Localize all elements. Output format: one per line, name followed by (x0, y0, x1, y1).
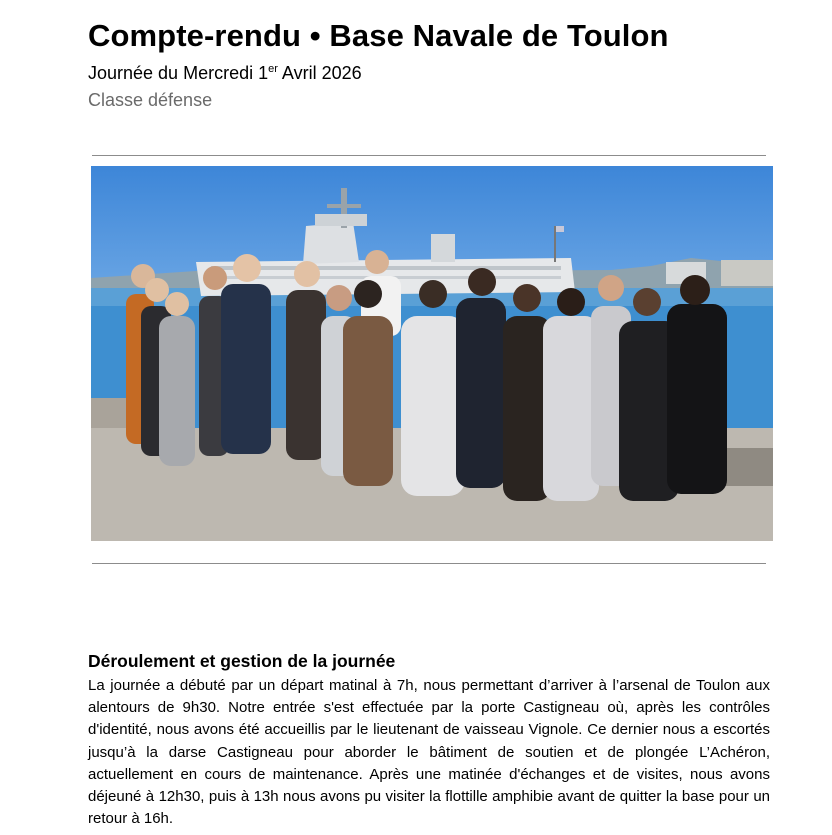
date-suffix: Avril 2026 (277, 63, 362, 83)
group-photo (91, 166, 773, 541)
date-prefix: Journée du Mercredi 1 (88, 63, 269, 83)
document-title: Compte-rendu • Base Navale de Toulon (88, 18, 669, 53)
section-paragraph: La journée a débuté par un départ matinal à 7h, nous permettant d’arriver à l’arsenal de Toulon aux alentours de 9h30. Notre entrée s'est effectuée par la porte Castigneau où, après les contrôles d'identité, nous avons été accueillis par le lieutenant de vaisseau Vignole. Ce dernier nous a escortés jusqu’à la darse Castigneau pour aborder le bâtiment de soutien et de plongée L’Achéron, actuellement en cours de maintenance. Après une matinée d'échanges et de visites, nous avons déjeuné à 12h30, puis à 13h nous avons pu visiter la flottille amphibie avant de quitter la base pour un retour à 16h. (88, 677, 770, 828)
bottom-divider (92, 563, 766, 564)
group-photo-illustration (91, 166, 773, 541)
class-label: Classe défense (88, 90, 213, 110)
section-heading: Déroulement et gestion de la journée (88, 651, 396, 671)
top-divider (92, 155, 766, 156)
document-date (88, 63, 362, 84)
date-superscript: er (268, 63, 278, 75)
